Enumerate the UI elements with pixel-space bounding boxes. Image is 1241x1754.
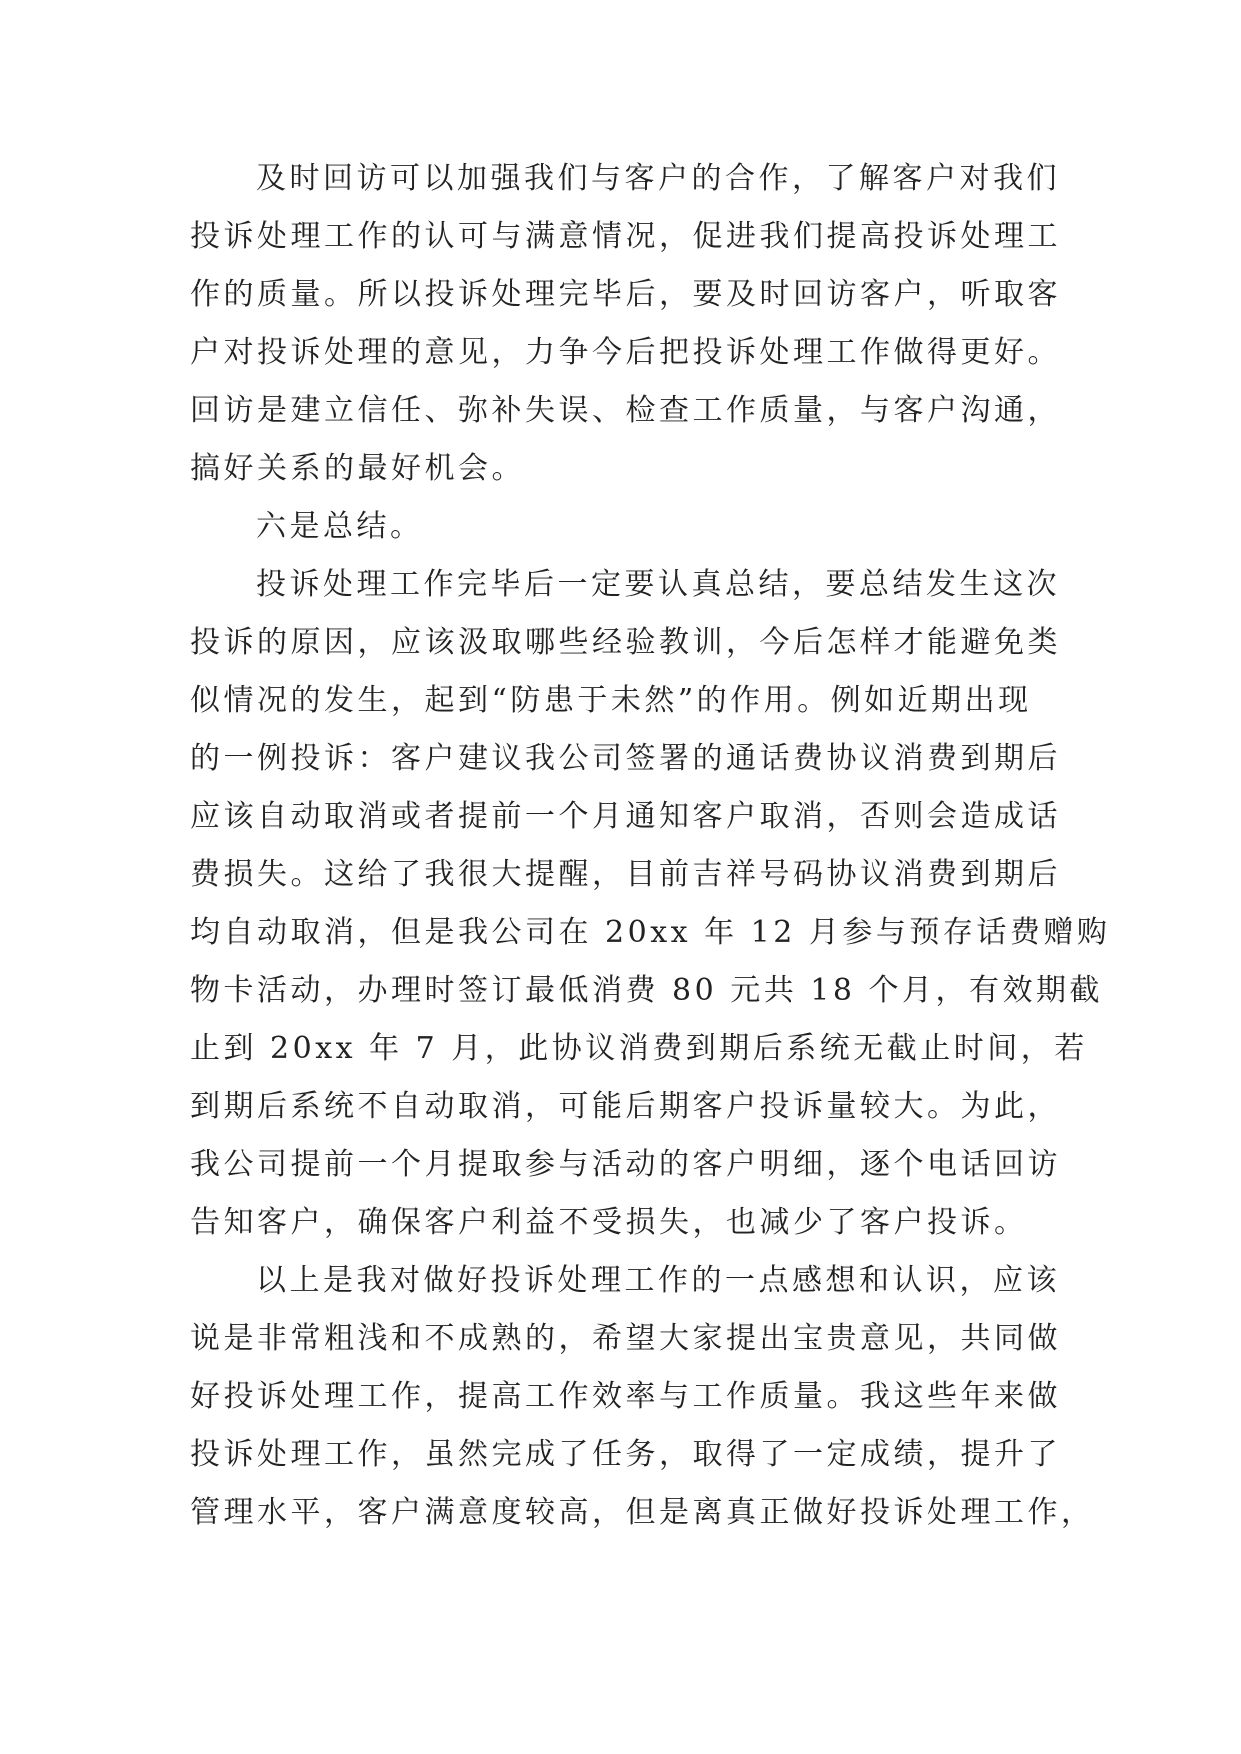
text-line: 作的质量。所以投诉处理完毕后，要及时回访客户，听取客	[190, 277, 1061, 312]
text-line: 好投诉处理工作，提高工作效率与工作质量。我这些年来做	[190, 1379, 1061, 1414]
text-line: 的一例投诉：客户建议我公司签署的通话费协议消费到期后	[190, 741, 1061, 776]
document-body	[190, 150, 1111, 1542]
text-line: 以上是我对做好投诉处理工作的一点感想和认识，应该	[256, 1263, 1060, 1298]
text-line: 及时回访可以加强我们与客户的合作，了解客户对我们	[256, 161, 1060, 196]
text-line: 投诉处理工作完毕后一定要认真总结，要总结发生这次	[256, 567, 1060, 602]
text-line: 投诉处理工作的认可与满意情况，促进我们提高投诉处理工	[190, 219, 1061, 254]
text-line: 告知客户，确保客户利益不受损失，也减少了客户投诉。	[190, 1205, 1028, 1240]
text-line: 物卡活动，办理时签订最低消费 80 元共 18 个月，有效期截	[190, 973, 1103, 1008]
text-line: 似情况的发生，起到“防患于未然”的作用。例如近期出现	[190, 683, 1032, 718]
text-line: 投诉的原因，应该汲取哪些经验教训，今后怎样才能避免类	[190, 625, 1061, 660]
text-line: 管理水平，客户满意度较高，但是离真正做好投诉处理工作，	[190, 1495, 1095, 1530]
text-line: 说是非常粗浅和不成熟的，希望大家提出宝贵意见，共同做	[190, 1321, 1061, 1356]
text-line: 均自动取消，但是我公司在 20xx 年 12 月参与预存话费赠购	[190, 915, 1111, 950]
text-line: 回访是建立信任、弥补失误、检查工作质量，与客户沟通，	[190, 393, 1061, 428]
text-line: 费损失。这给了我很大提醒，目前吉祥号码协议消费到期后	[190, 857, 1061, 892]
text-line: 我公司提前一个月提取参与活动的客户明细，逐个电话回访	[190, 1147, 1061, 1182]
text-line: 搞好关系的最好机会。	[190, 451, 525, 486]
text-line: 止到 20xx 年 7 月，此协议消费到期后系统无截止时间，若	[190, 1031, 1088, 1066]
section-heading: 六是总结。	[256, 509, 424, 544]
text-line: 应该自动取消或者提前一个月通知客户取消，否则会造成话	[190, 799, 1061, 834]
text-line: 到期后系统不自动取消，可能后期客户投诉量较大。为此，	[190, 1089, 1061, 1124]
text-line: 户对投诉处理的意见，力争今后把投诉处理工作做得更好。	[190, 335, 1061, 370]
text-line: 投诉处理工作，虽然完成了任务，取得了一定成绩，提升了	[190, 1437, 1061, 1472]
